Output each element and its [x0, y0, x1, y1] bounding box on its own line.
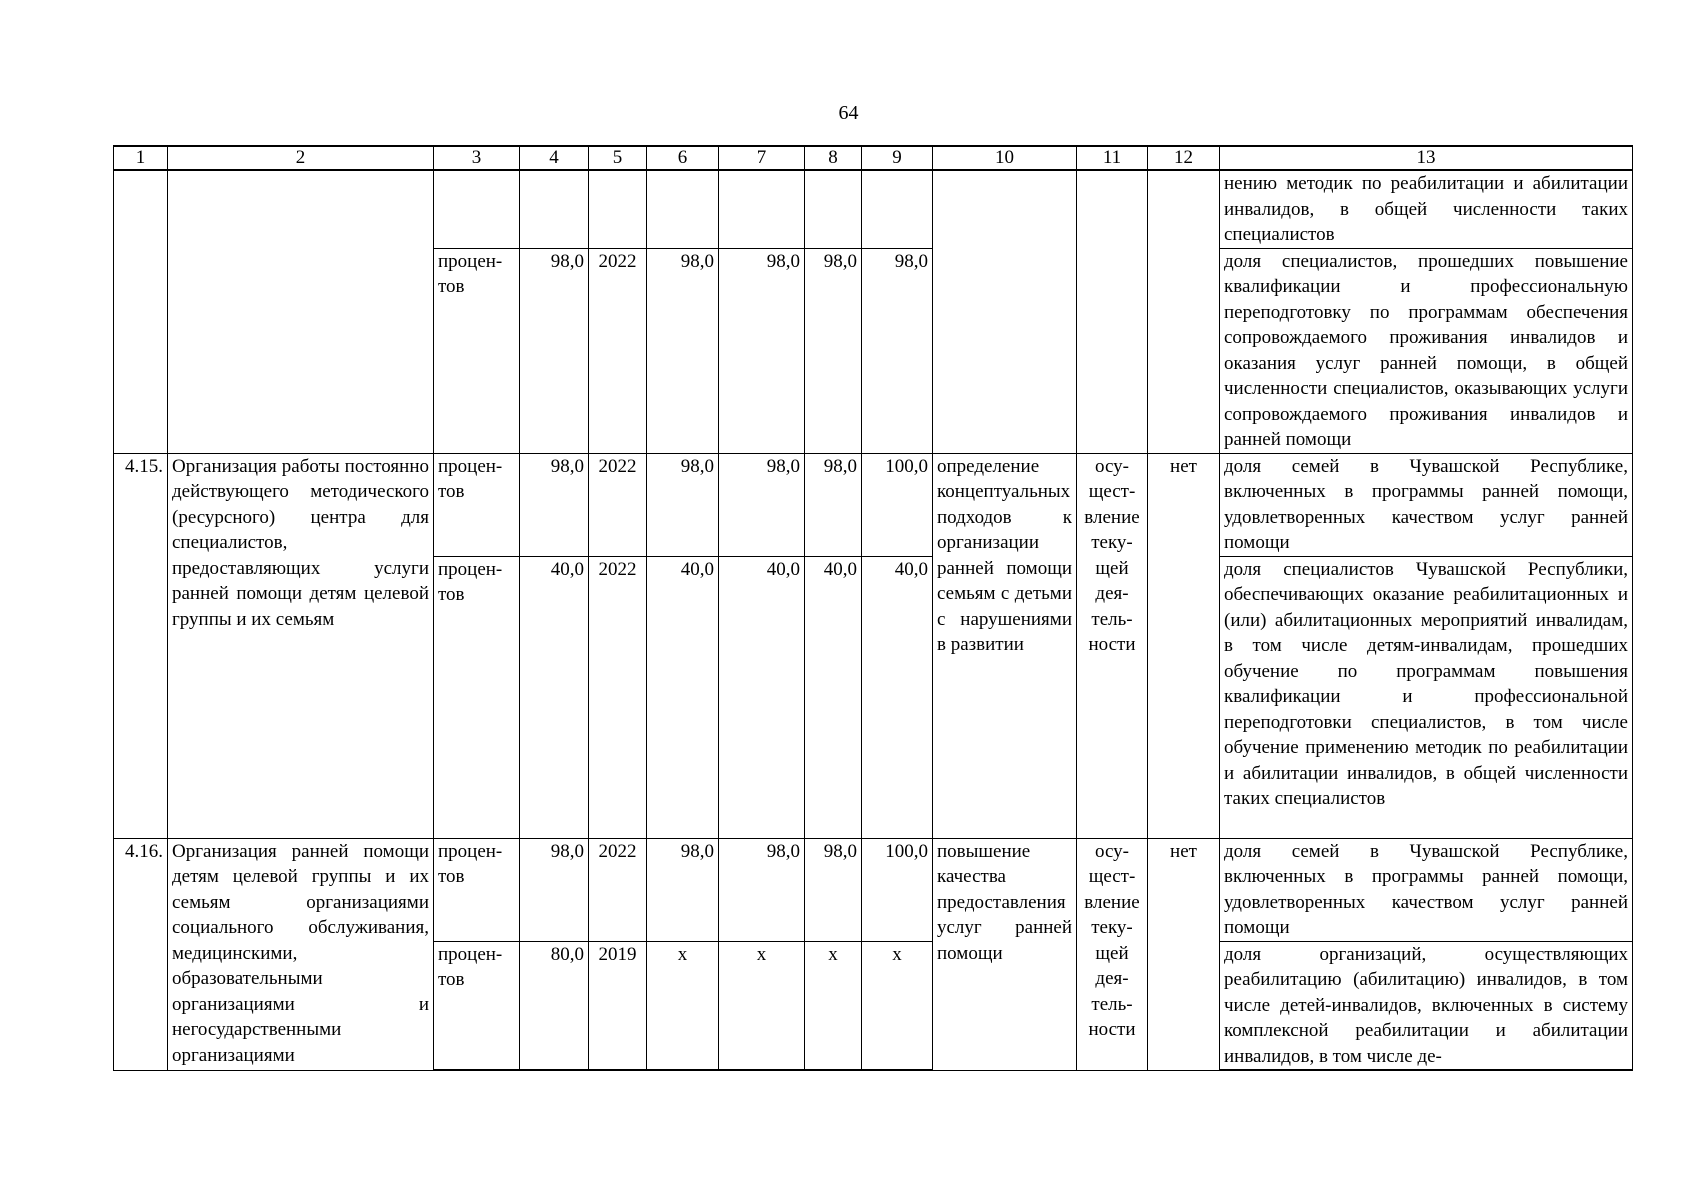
change-cell [1148, 170, 1220, 453]
unit-cell [434, 170, 520, 248]
value-cell: 40,0 [647, 556, 719, 838]
value-cell [805, 170, 862, 248]
header-cell: 4 [520, 146, 589, 170]
value-cell: 98,0 [719, 453, 805, 556]
value-cell: 40,0 [805, 556, 862, 838]
value-cell: 98,0 [520, 838, 589, 941]
header-cell: 6 [647, 146, 719, 170]
value-cell: 98,0 [805, 838, 862, 941]
header-cell: 12 [1148, 146, 1220, 170]
header-cell: 7 [719, 146, 805, 170]
header-cell: 2 [168, 146, 434, 170]
value-cell: 98,0 [805, 453, 862, 556]
row-number-cell [114, 170, 168, 453]
year-cell: 2022 [589, 838, 647, 941]
measure-name-cell [168, 170, 434, 453]
header-cell: 1 [114, 146, 168, 170]
unit-cell: процен-тов [434, 838, 520, 941]
indicator-cell: нению методик по реабилитации и абилитации инвалидов, в общей численности таких специалистов [1220, 170, 1633, 248]
value-cell: 100,0 [862, 453, 933, 556]
year-cell: 2019 [589, 941, 647, 1070]
header-cell: 11 [1077, 146, 1148, 170]
value-cell: 40,0 [719, 556, 805, 838]
table-header-row [114, 146, 1633, 170]
value-cell: 40,0 [520, 556, 589, 838]
value-cell: x [647, 941, 719, 1070]
value-cell: 100,0 [862, 838, 933, 941]
header-cell: 10 [933, 146, 1077, 170]
value-cell: 98,0 [647, 838, 719, 941]
value-cell: 98,0 [719, 838, 805, 941]
row-number-cell: 4.15. [114, 453, 168, 838]
status-cell: осу-щест-вление теку-щей дея-тель-ности [1077, 453, 1148, 838]
value-cell [520, 170, 589, 248]
table-row [114, 453, 1633, 556]
indicator-cell: доля семей в Чувашской Республике, включенных в программы ранней помощи, удовлетворенных качеством услуг ранней помощи [1220, 453, 1633, 556]
value-cell [719, 170, 805, 248]
change-cell: нет [1148, 453, 1220, 838]
value-cell: 98,0 [862, 248, 933, 453]
value-cell: 98,0 [647, 453, 719, 556]
header-cell: 5 [589, 146, 647, 170]
value-cell [647, 170, 719, 248]
table-row [114, 838, 1633, 941]
unit-cell: процен-тов [434, 941, 520, 1070]
year-cell: 2022 [589, 453, 647, 556]
measure-name-cell: Организация ранней помощи детям целевой группы и их семьям организациями социального обслуживания, медицинскими, образовательными организациями и негосударственными организациями [168, 838, 434, 1070]
header-cell: 9 [862, 146, 933, 170]
value-cell: 98,0 [647, 248, 719, 453]
header-cell: 13 [1220, 146, 1633, 170]
status-cell [1077, 170, 1148, 453]
expected-result-cell [933, 170, 1077, 453]
value-cell [862, 170, 933, 248]
value-cell: 98,0 [520, 453, 589, 556]
status-cell: осу-щест-вление теку-щей дея-тель-ности [1077, 838, 1148, 1070]
row-number-cell: 4.16. [114, 838, 168, 1070]
unit-cell: процен-тов [434, 248, 520, 453]
table-row [114, 170, 1633, 248]
value-cell: 98,0 [805, 248, 862, 453]
value-cell: 98,0 [520, 248, 589, 453]
value-cell: x [862, 941, 933, 1070]
expected-result-cell: определение концептуальных подходов к организации ранней помощи семьям с детьми с нарушениями в развитии [933, 453, 1077, 838]
header-cell: 3 [434, 146, 520, 170]
unit-cell: процен-тов [434, 453, 520, 556]
year-cell [589, 170, 647, 248]
value-cell: 98,0 [719, 248, 805, 453]
year-cell: 2022 [589, 248, 647, 453]
indicator-cell: доля специалистов, прошедших повышение квалификации и профессиональную переподготовку по программам обеспечения сопровождаемого проживания инвалидов и оказания услуг ранней помощи, в общей численности специалистов, оказывающих услуги сопровождаемого проживания инвалидов и ранней помощи [1220, 248, 1633, 453]
expected-result-cell: повышение качества предоставления услуг ранней помощи [933, 838, 1077, 1070]
unit-cell: процен-тов [434, 556, 520, 838]
header-cell: 8 [805, 146, 862, 170]
indicator-cell: доля семей в Чувашской Республике, включенных в программы ранней помощи, удовлетворенных качеством услуг ранней помощи [1220, 838, 1633, 941]
measure-name-cell: Организация работы постоянно действующего методического (ресурсного) центра для специалистов, предоставляющих услуги ранней помощи детям целевой группы и их семьям [168, 453, 434, 838]
indicator-cell: доля специалистов Чувашской Республики, обеспечивающих оказание реабилитационных и (или) абилитационных мероприятий инвалидам, в том числе детям-инвалидам, прошедших обучение по программам повышения квалификации и профессиональной переподготовки специалистов, в том числе обучение применению методик по реабилитации и абилитации инвалидов, в общей численности таких специалистов [1220, 556, 1633, 838]
indicator-cell: доля организаций, осуществляющих реабилитацию (абилитацию) инвалидов, в том числе детей-инвалидов, включенных в систему комплексной реабилитации и абилитации инвалидов, в том числе де- [1220, 941, 1633, 1070]
page-number: 64 [838, 102, 859, 124]
measures-table [113, 145, 1633, 1071]
value-cell: x [805, 941, 862, 1070]
change-cell: нет [1148, 838, 1220, 1070]
value-cell: 80,0 [520, 941, 589, 1070]
year-cell: 2022 [589, 556, 647, 838]
value-cell: x [719, 941, 805, 1070]
value-cell: 40,0 [862, 556, 933, 838]
